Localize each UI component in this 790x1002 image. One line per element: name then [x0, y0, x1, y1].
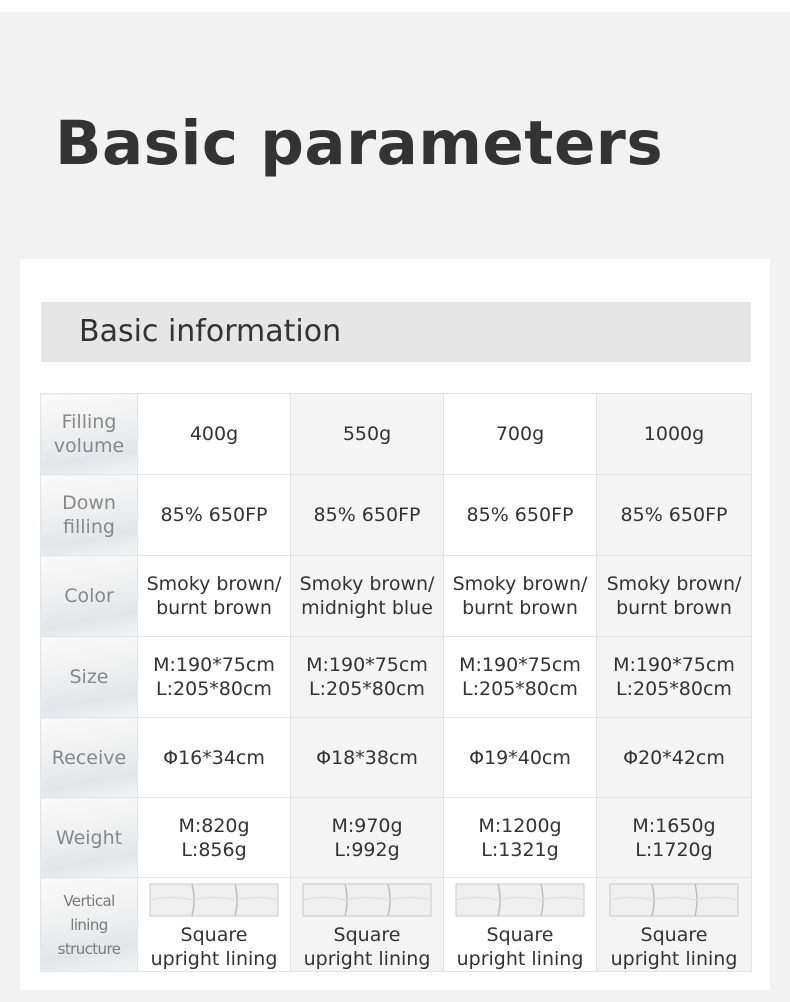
table-cell: Φ20*42cm	[597, 718, 752, 798]
section-header	[41, 302, 751, 362]
table-cell: M:190*75cm L:205*80cm	[291, 637, 444, 718]
table-row	[41, 394, 752, 475]
table-cell: 700g	[444, 394, 597, 475]
table-cell: Square upright lining	[138, 878, 291, 972]
table-cell: Square upright lining	[597, 878, 752, 972]
table-row	[41, 556, 752, 637]
spec-table	[40, 393, 752, 972]
table-cell: Φ19*40cm	[444, 718, 597, 798]
row-label: Weight	[41, 798, 138, 878]
table-cell: Smoky brown/ burnt brown	[444, 556, 597, 637]
table-cell: 1000g	[597, 394, 752, 475]
table-cell: Φ18*38cm	[291, 718, 444, 798]
table-cell: M:190*75cm L:205*80cm	[138, 637, 291, 718]
lining-illustration	[302, 883, 432, 917]
lining-illustration	[149, 883, 279, 917]
table-cell: 85% 650FP	[444, 475, 597, 556]
table-cell: M:1650g L:1720g	[597, 798, 752, 878]
table-cell: M:970g L:992g	[291, 798, 444, 878]
table-cell: M:1200g L:1321g	[444, 798, 597, 878]
table-row	[41, 718, 752, 798]
table-cell: Smoky brown/ midnight blue	[291, 556, 444, 637]
row-label: Filling volume	[41, 394, 138, 475]
table-cell: 400g	[138, 394, 291, 475]
table-cell: M:190*75cm L:205*80cm	[444, 637, 597, 718]
table-cell: 85% 650FP	[138, 475, 291, 556]
page-title: Basic parameters	[55, 108, 664, 179]
lining-illustration	[455, 883, 585, 917]
table-row	[41, 637, 752, 718]
table-cell: M:190*75cm L:205*80cm	[597, 637, 752, 718]
row-label: Receive	[41, 718, 138, 798]
table-cell: Smoky brown/ burnt brown	[597, 556, 752, 637]
row-label: Vertical lining structure	[41, 878, 138, 972]
row-label: Color	[41, 556, 138, 637]
section-title: Basic information	[79, 314, 342, 349]
table-row	[41, 475, 752, 556]
table-cell: 85% 650FP	[291, 475, 444, 556]
table-cell: Square upright lining	[444, 878, 597, 972]
table-cell: Smoky brown/ burnt brown	[138, 556, 291, 637]
table-row	[41, 878, 752, 972]
row-label: Down filling	[41, 475, 138, 556]
table-cell: 550g	[291, 394, 444, 475]
table-cell: Square upright lining	[291, 878, 444, 972]
row-label: Size	[41, 637, 138, 718]
table-cell: Φ16*34cm	[138, 718, 291, 798]
table-cell: M:820g L:856g	[138, 798, 291, 878]
table-cell: 85% 650FP	[597, 475, 752, 556]
lining-illustration	[609, 883, 739, 917]
table-row	[41, 798, 752, 878]
